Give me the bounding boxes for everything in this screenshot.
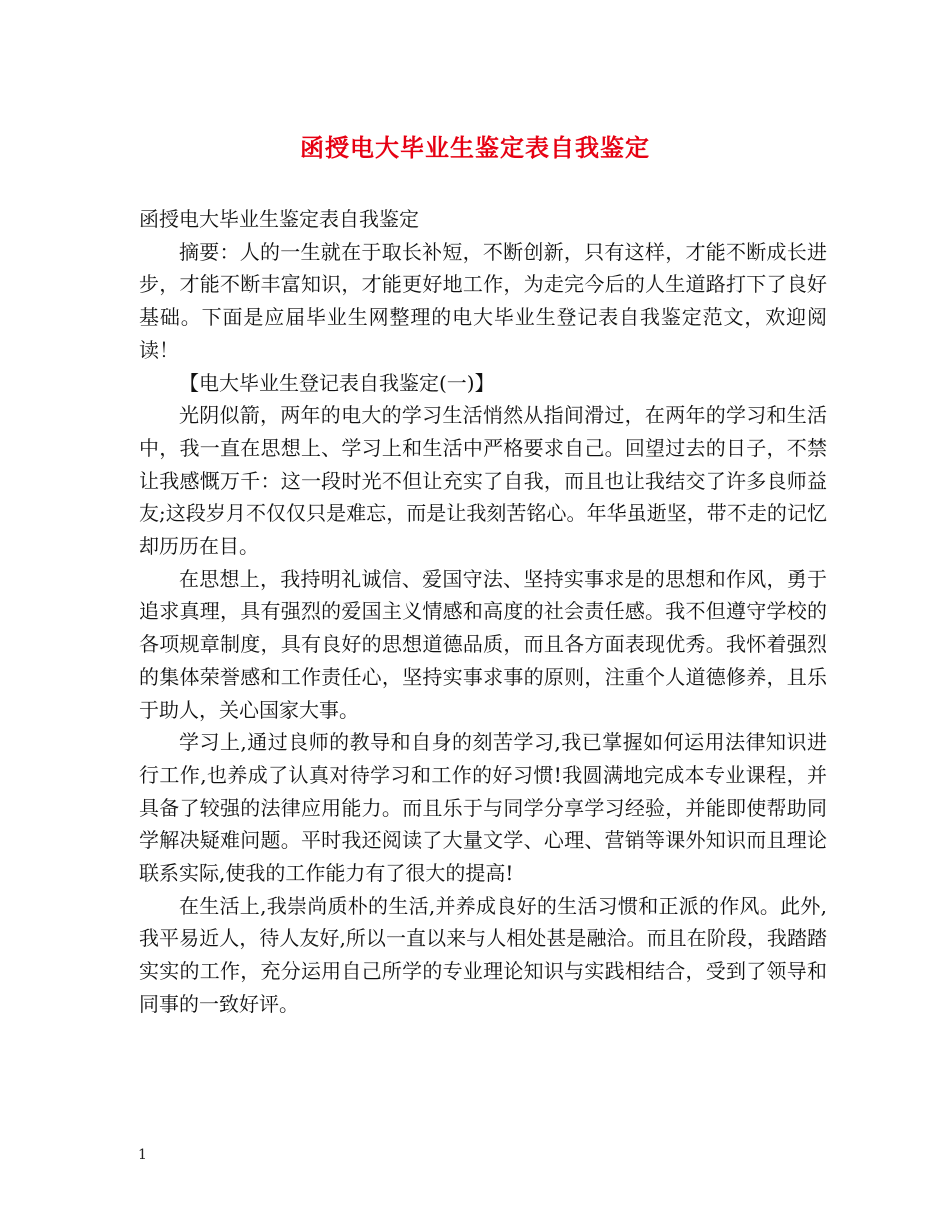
document-subtitle: 函授电大毕业生鉴定表自我鉴定: [139, 207, 419, 231]
body-paragraph-intro: 光阴似箭，两年的电大的学习生活悄然从指间滑过，在两年的学习和生活中，我一直在思想上、学习上和生活中严格要求自己。回望过去的日子，不禁让我感慨万千：这一段时光不但让充实了自我，而且也让我结交了许多良师益友;这段岁月不仅仅只是难忘，而是让我刻苦铭心。年华虽逝坚，带不走的记忆却历历在目。: [139, 403, 827, 559]
document-title: 函授电大毕业生鉴定表自我鉴定: [300, 133, 650, 162]
body-paragraph-study: 学习上,通过良师的教导和自身的刻苦学习,我已掌握如何运用法律知识进行工作,也养成了认真对待学习和工作的好习惯!我圆满地完成本专业课程，并具备了较强的法律应用能力。而且乐于与同学分享学习经验，并能即使帮助同学解决疑难问题。平时我还阅读了大量文学、心理、营销等课外知识而且理论联系实际,使我的工作能力有了很大的提高!: [139, 730, 827, 886]
body-paragraph-life: 在生活上,我崇尚质朴的生活,并养成良好的生活习惯和正派的作风。此外,我平易近人，待人友好,所以一直以来与人相处甚是融洽。而且在阶段，我踏踏实实的工作，充分运用自己所学的专业理论知识与实践相结合，受到了领导和同事的一致好评。: [139, 893, 827, 1016]
page-number: 1: [138, 1147, 147, 1163]
document-body: [139, 203, 827, 1021]
section-heading: 【电大毕业生登记表自我鉴定(一)】: [179, 370, 495, 395]
body-paragraph-thought: 在思想上，我持明礼诚信、爱国守法、坚持实事求是的思想和作风，勇于追求真理，具有强烈的爱国主义情感和高度的社会责任感。我不但遵守学校的各项规章制度，具有良好的思想道德品质，而且各方面表现优秀。我怀着强烈的集体荣誉感和工作责任心，坚持实事求事的原则，注重个人道德修养，且乐于助人，关心国家大事。: [139, 566, 827, 722]
abstract-paragraph: 摘要：人的一生就在于取长补短，不断创新，只有这样，才能不断成长进步，才能不断丰富知识，才能更好地工作，为走完今后的人生道路打下了良好基础。下面是应届毕业生网整理的电大毕业生登记表自我鉴定范文，欢迎阅读！: [139, 239, 827, 362]
